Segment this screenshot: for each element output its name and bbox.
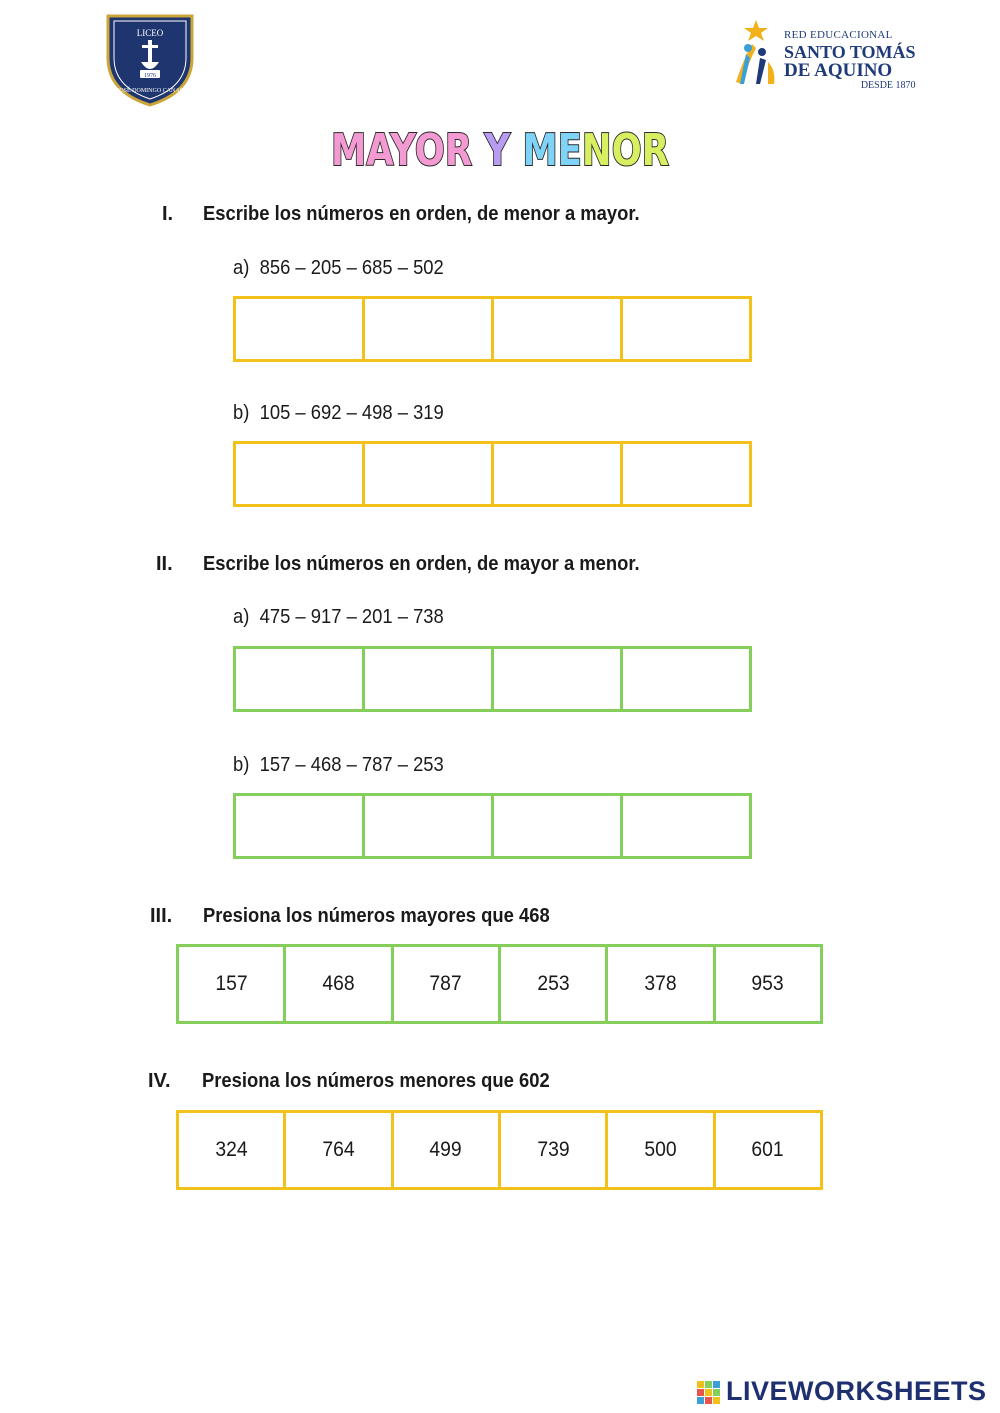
section-4-number-row [176,1110,823,1190]
svg-text:MAYOR Y MENOR [331,125,676,176]
title-letter: E [557,125,588,176]
number-option[interactable] [286,1113,393,1187]
number-option[interactable] [716,1113,820,1187]
number-option[interactable] [286,947,393,1021]
section-2b-label: b) [233,754,250,776]
answer-box[interactable] [236,649,365,709]
network-logo-line3: DE AQUINO [784,60,893,81]
section-4-number: IV. [148,1070,171,1092]
answer-box[interactable] [365,796,494,856]
title-letter [472,125,484,176]
section-2a-prompt [233,606,444,629]
answer-box[interactable] [623,649,749,709]
liveworksheets-brand: LIVEWORKSHEETS [726,1376,987,1406]
number-option[interactable] [501,1113,608,1187]
number-option[interactable] [716,947,820,1021]
number-option[interactable] [394,947,501,1021]
title-letter: A [366,125,397,176]
answer-box[interactable] [494,796,623,856]
number-option[interactable] [394,1113,501,1187]
school-crest-logo [104,12,196,108]
section-3-instruction: Presiona los números mayores que 468 [203,905,550,927]
answer-box[interactable] [623,299,749,359]
title-letter: Y [390,125,421,176]
network-logo-line4: DESDE 1870 [860,80,916,91]
section-4-instruction: Presiona los números menores que 602 [202,1070,550,1092]
number-option-label: 500 [644,1138,677,1161]
title-letter: O [414,125,453,176]
number-option[interactable] [179,947,286,1021]
liveworksheets-icon [696,1380,722,1406]
page-title [0,118,1000,180]
title-letter: N [581,125,619,176]
section-1-number: I. [162,203,174,225]
section-1b-prompt [233,402,444,425]
answer-box[interactable] [494,444,623,504]
answer-box[interactable] [365,299,494,359]
number-option-label: 157 [215,972,248,995]
crest-arc-text: JOSÉ DOMINGO CAÑAS [116,88,184,94]
title-letter: O [611,125,649,176]
number-option-label: 787 [429,972,462,995]
section-1a-label: a) [233,257,250,279]
number-option[interactable] [179,1113,286,1187]
network-logo-line2: SANTO TOMÁS [784,42,916,62]
number-option-label: 953 [751,972,784,995]
section-1a-numbers: 856 – 205 – 685 – 502 [259,257,444,279]
section-2-instruction: Escribe los números en orden, de mayor a menor. [203,553,640,575]
number-option[interactable] [501,947,608,1021]
number-option-label: 253 [537,972,570,995]
answer-box[interactable] [494,299,623,359]
number-option-label: 601 [751,1138,784,1161]
number-option[interactable] [608,947,715,1021]
section-2b-answer-row [233,793,752,859]
section-2b-numbers: 157 – 468 – 787 – 253 [259,754,444,776]
answer-box[interactable] [623,796,749,856]
number-option-label: 378 [644,972,677,995]
answer-box[interactable] [365,444,494,504]
number-option-label: 499 [429,1138,462,1161]
answer-box[interactable] [494,649,623,709]
title-letter: Y [484,125,517,176]
answer-box[interactable] [365,649,494,709]
section-1a-answer-row [233,296,752,362]
title-letter: R [641,125,676,176]
section-3-number-row [176,944,823,1024]
section-2a-numbers: 475 – 917 – 201 – 738 [259,606,444,628]
title-letter: M [522,125,567,176]
section-3-number: III. [150,905,173,927]
section-2a-answer-row [233,646,752,712]
answer-box[interactable] [623,444,749,504]
title-letter: R [444,125,479,176]
section-1b-numbers: 105 – 692 – 498 – 319 [259,402,444,424]
number-option[interactable] [608,1113,715,1187]
section-1a-prompt [233,257,444,280]
liveworksheets-logo [696,1376,996,1410]
section-2a-label: a) [233,606,250,628]
answer-box[interactable] [236,796,365,856]
title-letter [510,125,522,176]
section-1-instruction: Escribe los números en orden, de menor a mayor. [203,203,640,225]
crest-top-text: LICEO [136,28,164,38]
number-option-label: 324 [215,1138,248,1161]
section-2b-prompt [233,754,444,777]
number-option-label: 739 [537,1138,570,1161]
answer-box[interactable] [236,444,365,504]
title-letter: M [331,125,375,176]
section-2-number: II. [156,553,173,575]
section-1b-answer-row [233,441,752,507]
network-logo-line1: RED EDUCACIONAL [784,29,893,41]
number-option-label: 764 [322,1138,355,1161]
section-1b-label: b) [233,402,250,424]
people-star-icon [728,18,784,90]
crest-year: 1976 [144,73,156,79]
network-logo [728,18,918,100]
answer-box[interactable] [236,299,365,359]
number-option-label: 468 [322,972,355,995]
